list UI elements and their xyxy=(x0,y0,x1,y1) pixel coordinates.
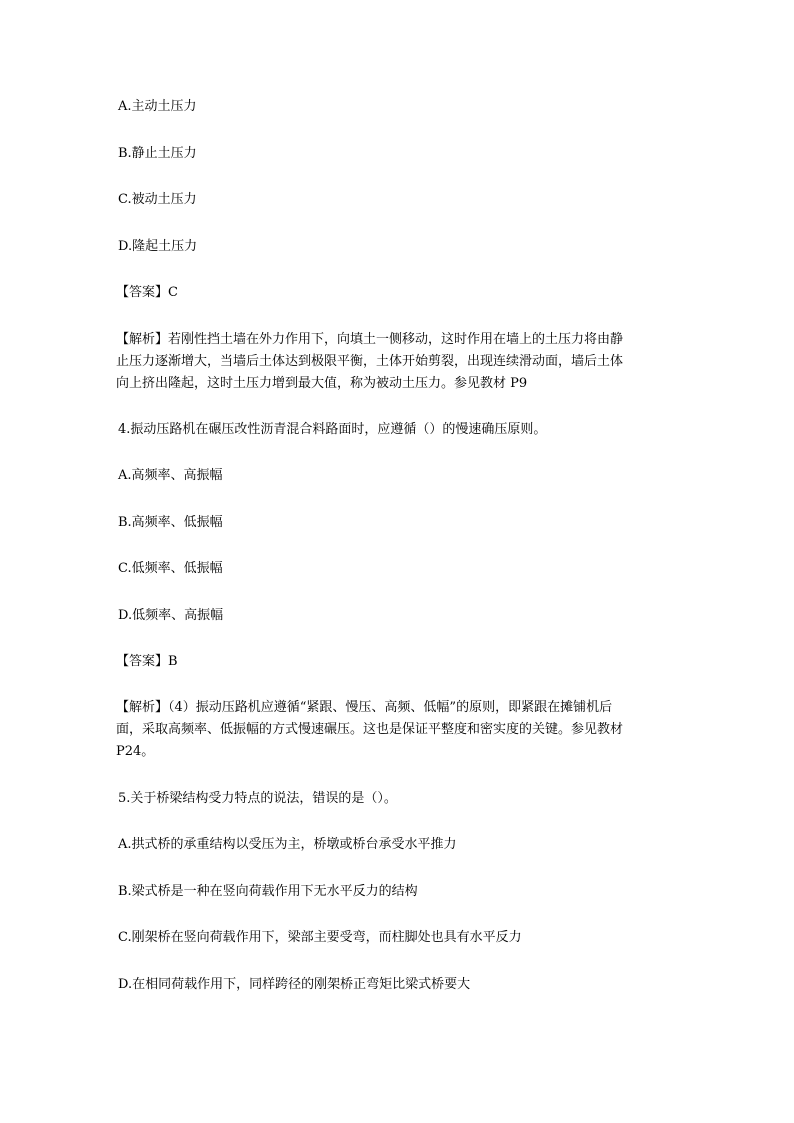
q3-answer: 【答案】C xyxy=(116,285,178,300)
q4-analysis xyxy=(116,697,676,763)
q3-option-b: B.静止土压力 xyxy=(118,146,197,161)
q3-analysis-line-2: 止压力逐渐增大，当墙后土体达到极限平衡，土体开始剪裂，出现连续滑动面，墙后土体 xyxy=(116,354,624,369)
q3-analysis-line-1: 【解析】若刚性挡土墙在外力作用下，向填土一侧移动，这时作用在墙上的土压力将由静 xyxy=(116,332,624,347)
q4-analysis-line-3: P24。 xyxy=(116,744,155,759)
q5-option-a: A.拱式桥的承重结构以受压为主，桥墩或桥台承受水平推力 xyxy=(118,837,457,852)
q3-analysis xyxy=(116,329,676,395)
q5-question: 5.关于桥梁结构受力特点的说法，错误的是（）。 xyxy=(118,791,397,806)
q4-option-c: C.低频率、低振幅 xyxy=(118,561,223,576)
q3-option-c: C.被动土压力 xyxy=(118,192,197,207)
q5-option-b: B.梁式桥是一种在竖向荷载作用下无水平反力的结构 xyxy=(118,884,418,899)
q5-option-d: D.在相同荷载作用下，同样跨径的刚架桥正弯矩比梁式桥要大 xyxy=(118,977,471,992)
q5-option-c: C.刚架桥在竖向荷载作用下，梁部主要受弯，而柱脚处也具有水平反力 xyxy=(118,930,522,945)
q4-option-d: D.低频率、高振幅 xyxy=(118,608,224,623)
q3-option-d: D.隆起土压力 xyxy=(118,239,198,254)
q4-analysis-line-2: 面，采取高频率、低振幅的方式慢速碾压。这也是保证平整度和密实度的关键。参见教材 xyxy=(116,722,624,737)
q4-option-a: A.高频率、高振幅 xyxy=(118,468,223,483)
q4-analysis-line-1: 【解析】（4）振动压路机应遵循“紧跟、慢压、高频、低幅”的原则，即紧跟在摊铺机后 xyxy=(116,700,613,715)
q4-option-b: B.高频率、低振幅 xyxy=(118,515,223,530)
q4-question: 4.振动压路机在碾压改性沥青混合料路面时，应遵循（）的慢速确压原则。 xyxy=(118,422,547,437)
q4-answer: 【答案】B xyxy=(116,654,178,669)
q3-analysis-line-3: 向上挤出隆起，这时土压力增到最大值，称为被动土压力。参见教材 P9 xyxy=(116,376,528,391)
q3-option-a: A.主动土压力 xyxy=(118,99,197,114)
